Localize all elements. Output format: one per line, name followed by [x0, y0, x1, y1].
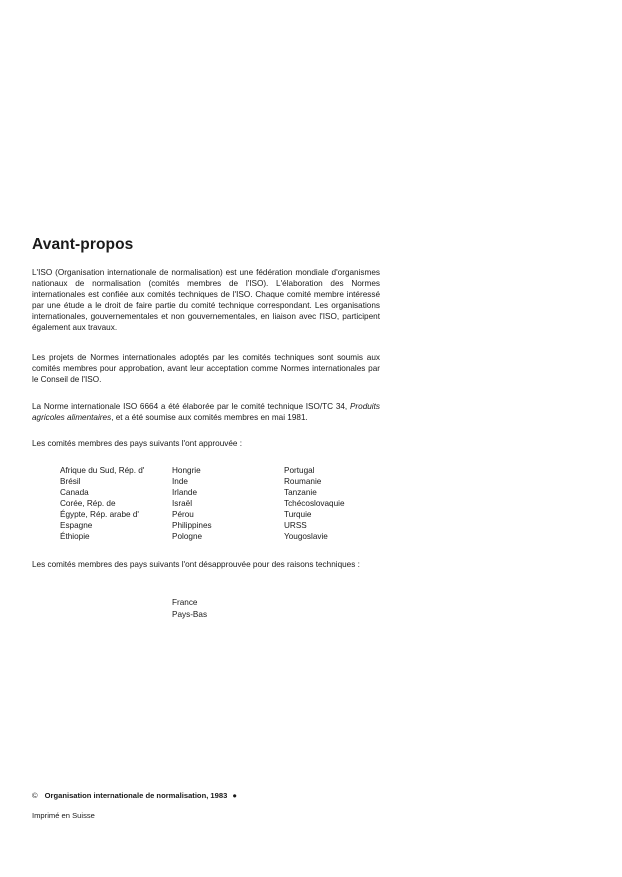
country-item: Espagne — [60, 521, 93, 530]
copyright-icon: © — [32, 791, 38, 800]
paragraph-disapproved-by: Les comités membres des pays suivants l'ont désapprouvée pour des raisons techniques : — [32, 560, 360, 569]
country-item: Roumanie — [284, 477, 322, 486]
approving-countries-column-2 — [172, 465, 212, 542]
paragraph-approved-by: Les comités membres des pays suivants l'ont approuvée : — [32, 439, 242, 448]
country-item: Tchécoslovaquie — [284, 499, 345, 508]
country-item: Yougoslavie — [284, 532, 328, 541]
country-item: Pays-Bas — [172, 610, 208, 619]
standard-origin-text: La Norme internationale ISO 6664 a été élaborée par le comité technique ISO/TC 34, — [32, 402, 348, 411]
disapproving-countries-list — [172, 597, 207, 621]
country-item: Philippines — [172, 521, 212, 530]
country-item: Corée, Rép. de — [60, 499, 116, 508]
country-item: Canada — [60, 488, 89, 497]
approving-countries-column-3 — [284, 465, 345, 542]
country-item: Brésil — [60, 477, 81, 486]
country-item: Éthiopie — [60, 532, 90, 541]
copyright-line — [32, 791, 237, 800]
paragraph-standard-origin — [32, 401, 380, 423]
copyright-text: Organisation internationale de normalisation, 1983 — [44, 791, 228, 800]
committee-title: Produits agricoles alimentaires — [32, 402, 380, 422]
country-item: Égypte, Rép. arabe d' — [60, 510, 139, 519]
bullet-icon: ● — [232, 791, 237, 800]
country-item: Israël — [172, 499, 193, 508]
printed-in-note: Imprimé en Suisse — [32, 811, 95, 820]
country-item: URSS — [284, 521, 307, 530]
standard-origin-end: , et a été soumise aux comités membres en mai 1981. — [111, 413, 308, 422]
country-item: Inde — [172, 477, 188, 486]
approving-countries-column-1 — [60, 465, 144, 542]
country-item: Pologne — [172, 532, 203, 541]
country-item: Irlande — [172, 488, 198, 497]
country-item: Tanzanie — [284, 488, 317, 497]
paragraph-iso-intro: L'ISO (Organisation internationale de normalisation) est une fédération mondiale d'organismes nationaux de normalisation (comités membres de l'ISO). L'élaboration des Normes internationales est confiée aux comités techniques de l'ISO. Chaque comité membre intéressé par une étude a le droit de faire partie du comité technique correspondant. Les organisations internationales, gouvernementales et non gouvernementales, en liaison avec l'ISO, participent également aux travaux. — [32, 268, 380, 332]
country-item: Turquie — [284, 510, 312, 519]
paragraph-draft-approval: Les projets de Normes internationales adoptés par les comités techniques sont soumis aux comités membres pour approbation, avant leur acceptation comme Normes internationales par le Conseil de l'ISO. — [32, 353, 380, 384]
country-item: Pérou — [172, 510, 194, 519]
country-item: Portugal — [284, 466, 315, 475]
country-item: Hongrie — [172, 466, 201, 475]
country-item: France — [172, 598, 198, 607]
country-item: Afrique du Sud, Rép. d' — [60, 466, 145, 475]
page-title: Avant-propos — [32, 236, 134, 253]
